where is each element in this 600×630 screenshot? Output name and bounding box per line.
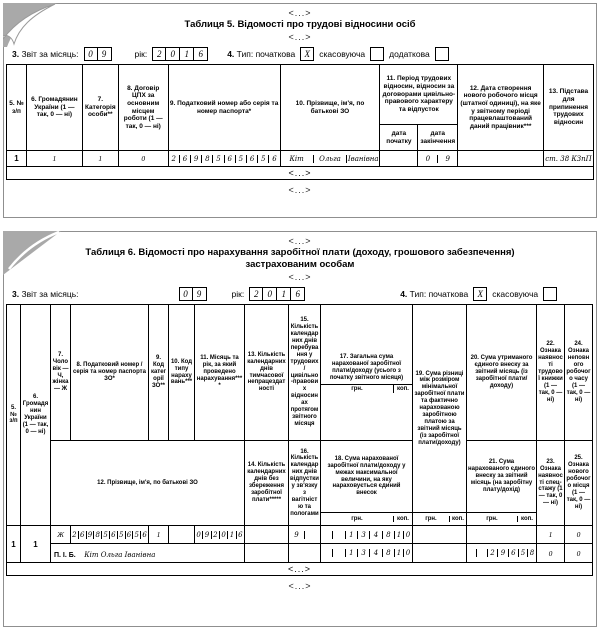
t6-col20-header: 20. Сума утриманого єдиного внеску за звітний місяць (із заробітної плати/доходу) [467, 305, 537, 441]
t6-col12-header: 12. Прізвище, ім'я, по батькові ЗО [51, 441, 245, 526]
page-curl-icon [3, 3, 57, 47]
t5-reason-cell: ст. 38 КЗпП [544, 151, 594, 167]
ellipsis-bottom-1: <...> [288, 185, 312, 195]
t6-flag25-cell: 0 [565, 544, 593, 563]
table5 [6, 64, 594, 180]
t5-category-cell: 1 [82, 151, 118, 167]
t6-col16-header: 16. Кількість календарних днів відпустки у зв'язку з вагітністю та пологами [289, 441, 321, 526]
t5-ellipsis-row: <...> [7, 167, 594, 180]
table6-sheet [3, 231, 597, 627]
t6-col6-header: 6. Громадянин України (1 — так, 0 — ні) [21, 305, 51, 526]
year-label: рік: [231, 289, 245, 299]
t5-tax-number-cell: 2 6 9 8 5 6 5 6 5 6 [168, 151, 280, 167]
t5-date-start-header: дата початку [380, 125, 418, 151]
year-label: рік: [134, 49, 148, 59]
t6-citizen-cell: 1 [21, 526, 51, 563]
t5-col5-header: 5. № з/п [7, 65, 27, 151]
month-boxes: 0 9 [84, 47, 112, 61]
month-label: Звіт за місяць: [21, 289, 79, 299]
t6-col13-header: 13. Кількість календарних днів тимчасової непрацездатності [245, 305, 289, 441]
table5-report-row [12, 47, 588, 61]
ellipsis-under-title: <...> [288, 272, 312, 282]
t6-col22-header: 22. Ознака наявності трудової книжки (1 — так, 0 — ні) [537, 305, 565, 441]
t6-flag24-cell: 0 [565, 526, 593, 544]
t5-col7-header: 7. Категорія особи** [82, 65, 118, 151]
t6-col23-header: 23. Ознака наявності спец-стажу (1 — так, 0 — ні) [537, 441, 565, 526]
first-name: Ольга [313, 155, 346, 163]
t6-col19-units: грн. коп. [413, 513, 467, 526]
t6-sum20-cell [467, 526, 537, 544]
pib-label: П. І. Б. [54, 552, 76, 559]
type-extra-label: додаткова [389, 49, 430, 59]
type-initial-checkbox: X [473, 287, 487, 301]
t6-sum19-top-cell [413, 526, 467, 544]
t5-citizen-cell: 1 [26, 151, 82, 167]
table6-report-row [12, 287, 588, 301]
t6-col5-header: 5. № з/п [7, 305, 21, 526]
ellipsis-under-title: <...> [288, 32, 312, 42]
t6-sum17-cell: 1 3 4 8 1 0 [321, 526, 413, 544]
field3-number: 3. [12, 49, 20, 59]
t5-col11-header: 11. Період трудових відносин, відносин за договорами цивільно-правового характеру та відпусток [380, 65, 458, 125]
t5-new-place-cell [458, 151, 544, 167]
t5-date-end-header: дата закінчення [418, 125, 458, 151]
t6-days13-cell [245, 526, 289, 544]
t6-col11-header: 11. Місяць та рік, за який проведено нарахування**** [195, 305, 245, 441]
t6-col8-header: 8. Податковий номер /серія та номер паспорта ЗО* [71, 305, 149, 441]
table5-title: Таблиця 5. Відомості про трудові відносини осіб [184, 19, 416, 30]
t6-month-year-cell: 0 9 2 0 1 6 [195, 526, 245, 544]
t6-col25-header: 25. Ознака нового робочого місця (1 — так, 0 — ні) [565, 441, 593, 526]
field4-number: 4. [227, 49, 235, 59]
t6-sum21-cell: 2 9 6 5 8 [467, 544, 537, 563]
type-cancel-label: скасовуюча [492, 289, 539, 299]
t5-col8-header: 8. Договір ЦПХ за основним місцем роботи (1 — так, 0 — ні) [118, 65, 168, 151]
t6-col21-units: грн. коп. [467, 513, 537, 526]
t6-col21-header: 21. Сума нарахованого єдиного внеску за звітний місяць (на заробітну плату/дохід) [467, 441, 537, 513]
t5-date-end-cell: 0 9 [418, 151, 458, 167]
t5-date-start-cell [380, 151, 418, 167]
field4-number: 4. [400, 289, 408, 299]
t5-col9-header: 9. Податковий номер або серія та номер паспорта* [168, 65, 280, 151]
t6-col7-header: 7. Чоловік — Ч, жінка — Ж [51, 305, 71, 441]
patronymic: Іванівна [347, 154, 379, 163]
pib-name: Кіт Ольга Іванівна [84, 551, 156, 559]
t6-sex-cell: Ж [51, 526, 71, 544]
t6-np-cell: 1 [7, 526, 21, 563]
t6-col14-header: 14. Кількість календарних днів без збереження заробітної плати***** [245, 441, 289, 526]
ellipsis-bottom-2: <...> [288, 581, 312, 591]
t5-name-cell [280, 151, 380, 167]
t6-flag22-cell: 1 [537, 526, 565, 544]
kop-label: коп. [397, 385, 409, 392]
t6-tax-number-cell: 2 6 9 8 5 6 5 6 5 6 [71, 526, 149, 544]
t6-col9-header: 9. Код категорії ЗО** [149, 305, 169, 441]
page-curl-icon [3, 231, 61, 275]
type-cancel-label: скасовуюча [319, 49, 366, 59]
t6-days14-cell [245, 544, 289, 563]
year-boxes: 2 0 1 6 [249, 287, 305, 301]
type-initial-checkbox: X [300, 47, 314, 61]
t5-np-cell: 1 [7, 151, 27, 167]
t6-col24-header: 24. Ознака неповного робочого часу (1 — так, 0 — ні) [565, 305, 593, 441]
type-cancel-checkbox [370, 47, 384, 61]
year-boxes: 2 0 1 6 [152, 47, 208, 61]
t6-col18-units: грн. коп. [321, 513, 413, 526]
t6-pib-cell [51, 544, 245, 563]
t6-col15-header: 15. Кількість календарних днів перебування у трудових/цивільно-правових відносинах протягом звітного місяця [289, 305, 321, 441]
t6-days16-cell [289, 544, 321, 563]
t5-col12-header: 12. Дата створення нового робочого місця (штатної одиниці), на яке у звітному періоді працевлаштований даний працівник*** [458, 65, 544, 151]
type-extra-checkbox [435, 47, 449, 61]
type-label: Тип: початкова [236, 49, 296, 59]
t5-col13-header: 13. Підстава для припинення трудових відносин [544, 65, 594, 151]
t5-col10-header: 10. Прізвище, ім'я, по батькові ЗО [280, 65, 380, 151]
type-cancel-checkbox [543, 287, 557, 301]
field3-number: 3. [12, 289, 20, 299]
t6-sum18-cell: 1 3 4 8 1 0 [321, 544, 413, 563]
t6-ellipsis-row: <...> [7, 563, 593, 576]
t6-col17-header: 17. Загальна сума нарахованої заробітної плати/доходу (усього з початку звітного місяця) грн. коп. [321, 305, 413, 441]
t5-col6-header: 6. Громадянин України (1 — так, 0 — ні) [26, 65, 82, 151]
t6-days15-cell: 9 [289, 526, 321, 544]
table6 [6, 304, 593, 576]
table5-sheet [3, 3, 597, 218]
t6-sum19-bottom-cell [413, 544, 467, 563]
t6-col18-header: 18. Сума нарахованої заробітної плати/доходу у межах максимальної величини, на яку нараховується єдиний внесок [321, 441, 413, 513]
month-boxes: 0 9 [179, 287, 207, 301]
t6-accrual-type-cell [169, 526, 195, 544]
t6-category-cell: 1 [149, 526, 169, 544]
table6-title: Таблиця 6. Відомості про нарахування заробітної плати (доходу, грошового забезпечення) застрахованим особам [85, 247, 515, 270]
type-label: Тип: початкова [409, 289, 469, 299]
surname: Кіт [289, 154, 304, 163]
month-label: Звіт за місяць: [21, 49, 79, 59]
t6-col19-header: 19. Сума різниці між розміром мінімальної заробітної плати та фактично нарахованою заробітною платою за звітний місяць (із заробітної плати/доходу) [413, 305, 467, 513]
ellipsis-top: <...> [288, 8, 312, 18]
t5-cpx-cell: 0 [118, 151, 168, 167]
t6-flag23-cell: 0 [537, 544, 565, 563]
uah-label: грн. [321, 385, 394, 393]
t6-col10-header: 10. Код типу нарахувань*** [169, 305, 195, 441]
ellipsis-top: <...> [288, 236, 312, 246]
